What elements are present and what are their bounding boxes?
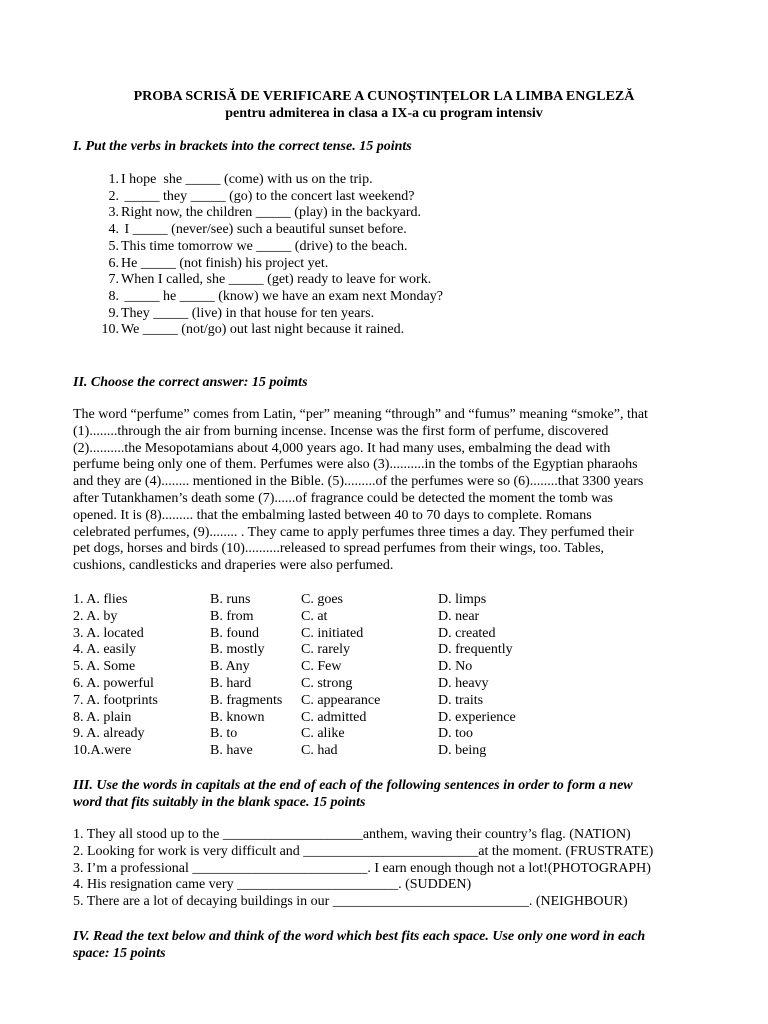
passage-line: perfume being only one of them. Perfumes were also (3)..........in the tombs of the Egyptian pharaohs [73,457,638,473]
item-number: 9. [108,305,119,321]
choice-c: C. had [301,743,338,759]
section-1-heading: I. Put the verbs in brackets into the correct tense. 15 points [73,139,412,154]
item-number: 3. [108,205,119,221]
passage-line: cushions, candlesticks and draperies were also perfumed. [73,558,394,574]
choice-a: 3. A. located [73,625,144,641]
choice-b: B. Any [210,659,250,675]
choice-a: 2. A. by [73,608,118,624]
choice-row [73,743,558,760]
list-item [92,239,443,256]
list-item [92,189,443,206]
choice-b: B. known [210,709,265,725]
page-title: PROBA SCRISĂ DE VERIFICARE A CUNOȘTINȚELOR LA LIMBA ENGLEZĂ [133,89,635,104]
item-number: 1. [108,172,119,187]
choice-d: D. experience [438,709,516,725]
item-text: Right now, the children _____ (play) in the backyard. [121,205,422,221]
choice-c: C. appearance [301,692,381,708]
list-item: 5. There are a lot of decaying buildings in our ____________________________. (NEIGHBOUR) [73,894,628,910]
passage-line: The word “perfume” comes from Latin, “per” meaning “through” and “fumus” meaning “smoke”, that [73,407,648,422]
choice-a: 1. A. flies [73,592,128,607]
choice-a: 10.A.were [73,743,132,759]
section-1-list [92,172,443,339]
list-item [92,205,443,222]
passage-line: celebrated perfumes, (9)........ . They came to apply perfumes three times a day. They perfumed their [73,524,634,540]
section-2-passage [73,407,713,575]
section-4-heading-line1: IV. Read the text below and think of the word which best fits each space. Use only one word in each [73,929,646,944]
choice-c: C. initiated [301,625,364,641]
item-text: This time tomorrow we _____ (drive) to the beach. [121,238,408,254]
choice-d: D. near [438,608,480,624]
section-3-heading-line1: III. Use the words in capitals at the end of each of the following sentences in order to form a new [73,778,633,793]
choice-a: 9. A. already [73,726,145,742]
list-item: 4. His resignation came very _______________________. (SUDDEN) [73,877,472,893]
list-item [92,222,443,239]
section-4-heading-line2: space: 15 points [73,946,166,961]
choice-c: C. admitted [301,709,367,725]
choice-d: D. too [438,726,473,742]
list-item [92,306,443,323]
choice-a: 4. A. easily [73,642,136,658]
choice-row [73,693,558,710]
section-2-heading: II. Choose the correct answer: 15 poimts [73,375,308,390]
choice-row [73,659,558,676]
choice-row [73,609,558,626]
page-subtitle: pentru admiterea in clasa a IX-a cu program intensiv [225,106,543,121]
list-item [92,172,443,189]
item-text: I hope she _____ (come) with us on the trip. [121,172,373,187]
list-item [92,272,443,289]
choice-a: 8. A. plain [73,709,132,725]
passage-line: after Tutankhamen’s death some (7)......of fragrance could be detected the moment the tomb was [73,490,613,506]
choice-b: B. hard [210,675,252,691]
item-number: 4. [108,222,119,238]
choice-c: C. alike [301,726,345,742]
list-item: 3. I’m a professional _________________________. I earn enough though not a lot!(PHOTOGRAPH) [73,860,651,876]
item-text: He _____ (not finish) his project yet. [121,255,329,271]
choice-a: 5. A. Some [73,659,136,675]
choice-a: 7. A. footprints [73,692,158,708]
choice-c: C. Few [301,659,342,675]
item-number: 5. [108,238,119,254]
choice-c: C. goes [301,592,343,607]
item-text: We _____ (not/go) out last night because it rained. [121,322,405,338]
passage-line: (2)..........the Mesopotamians about 4,000 years ago. It had many uses, embalming the dead with [73,440,611,456]
item-number: 2. [108,188,119,204]
choice-b: B. have [210,743,253,759]
choice-d: D. being [438,743,487,759]
choice-b: B. mostly [210,642,265,658]
list-item [92,289,443,306]
item-text: I _____ (never/see) such a beautiful sunset before. [121,222,407,238]
list-item [92,322,443,339]
section-2-choices [73,592,558,760]
list-item [92,256,443,273]
item-text: _____ they _____ (go) to the concert last weekend? [121,188,415,204]
item-number: 7. [108,272,119,288]
passage-line: pet dogs, horses and birds (10)..........released to spread perfumes from their wings, too. Tables, [73,541,605,557]
choice-d: D. No [438,659,473,675]
item-text: They _____ (live) in that house for ten years. [121,305,375,321]
item-text: _____ he _____ (know) we have an exam next Monday? [121,288,443,304]
item-number: 8. [108,288,119,304]
choice-c: C. rarely [301,642,350,658]
choice-d: D. created [438,625,496,641]
choice-b: B. fragments [210,692,283,708]
choice-row [73,642,558,659]
choice-d: D. heavy [438,675,489,691]
item-text: When I called, she _____ (get) ready to leave for work. [121,272,432,288]
choice-b: B. to [210,726,238,742]
choice-c: C. at [301,608,328,624]
section-3-heading-line2: word that fits suitably in the blank space. 15 points [73,795,366,810]
choice-b: B. runs [210,592,251,607]
item-number: 6. [108,255,119,271]
passage-line: and they are (4)........ mentioned in the Bible. (5).........of the perfumes were so (6)........that 3300 years [73,474,644,490]
choice-row [73,626,558,643]
choice-b: B. from [210,608,254,624]
list-item: 2. Looking for work is very difficult and _________________________at the moment. (FRUSTRATE) [73,843,654,859]
choice-row [73,726,558,743]
passage-line: (1)........through the air from burning incense. Incense was the first form of perfume, discovered [73,423,609,439]
choice-row [73,676,558,693]
choice-d: D. frequently [438,642,513,658]
choice-a: 6. A. powerful [73,675,154,691]
choice-row [73,710,558,727]
section-3-list [73,827,653,911]
item-number: 10. [101,322,119,338]
choice-d: D. limps [438,592,487,607]
choice-d: D. traits [438,692,484,708]
passage-line: opened. It is (8)......... that the embalming lasted between 40 to 70 days to complete. Romans [73,507,592,523]
list-item: 1. They all stood up to the ____________________anthem, waving their country’s flag. (NATION) [73,827,631,842]
choice-row [73,592,558,609]
choice-c: C. strong [301,675,353,691]
choice-b: B. found [210,625,259,641]
